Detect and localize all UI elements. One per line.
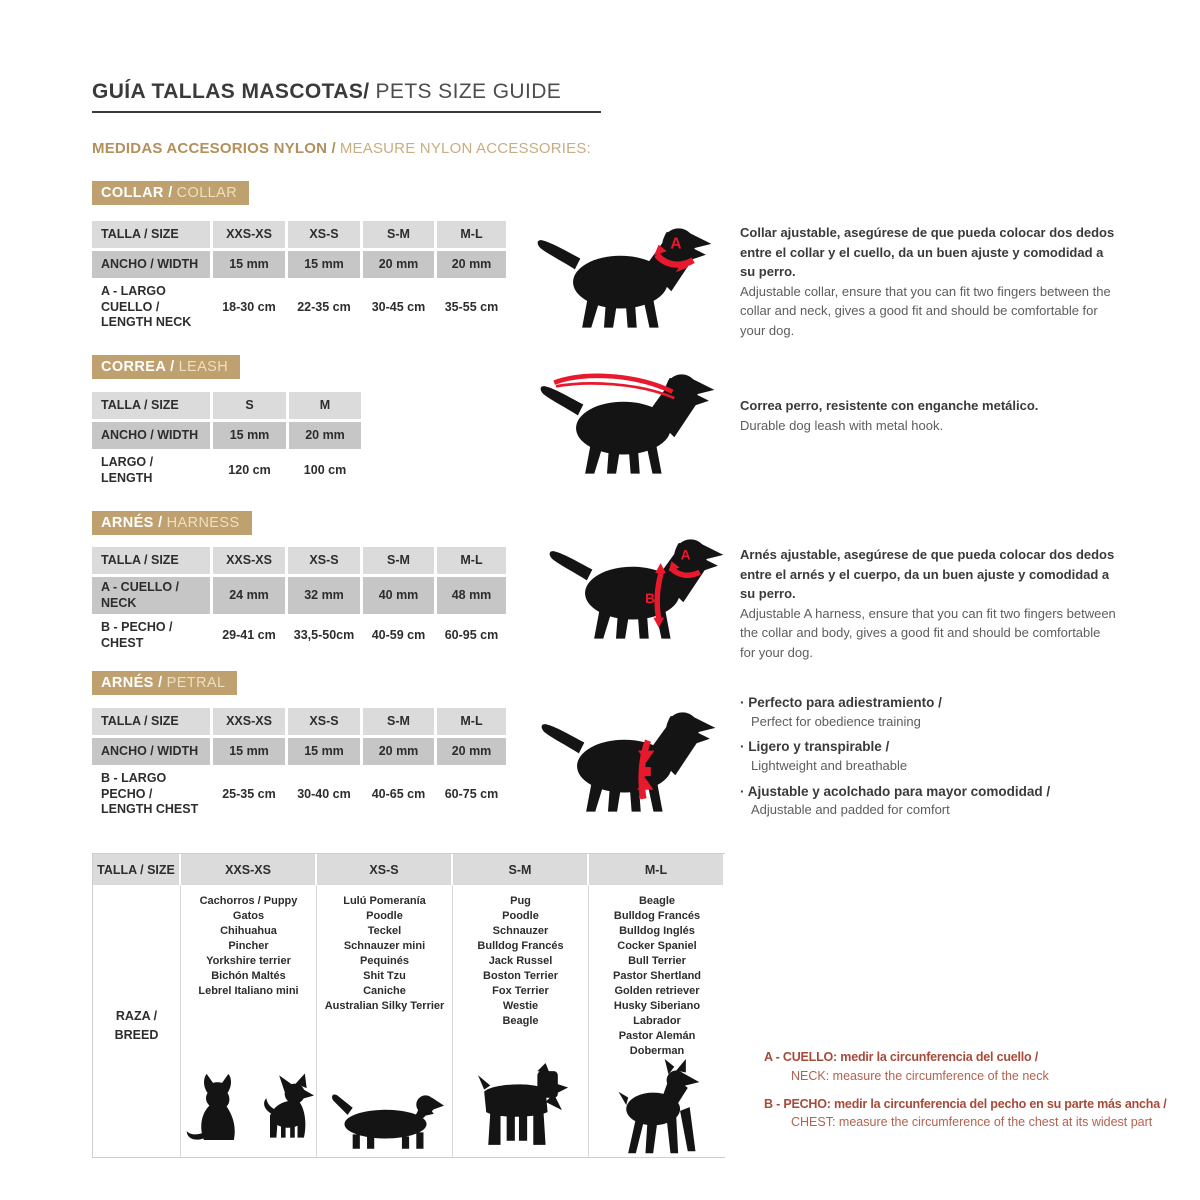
breed-item: Westie: [502, 1000, 539, 1012]
petral-feature-es: · Ligero y transpirable /: [740, 737, 1130, 757]
petral-dog-illustration: [537, 697, 719, 817]
table-value-cell: 15 mm: [213, 422, 286, 449]
harness-size-table: [92, 547, 500, 655]
breed-item: Chihuahua: [220, 925, 277, 937]
table-value-cell: 20 mm: [437, 738, 506, 765]
breed-list: [477, 894, 563, 1029]
petral-feature-es: · Ajustable y acolchado para mayor comodidad /: [740, 782, 1130, 802]
table-value-cell: 40 mm: [363, 577, 434, 614]
breed-item: Bulldog Inglés: [619, 925, 695, 937]
table-header-cell: M-L: [437, 708, 506, 735]
page-title: [92, 80, 601, 113]
badge-es: ARNÉS /: [101, 515, 163, 531]
table-header-cell: TALLA / SIZE: [92, 221, 210, 248]
breed-column-m-l: [589, 885, 725, 1157]
breed-item: Caniche: [363, 985, 406, 997]
breed-item: Labrador: [633, 1015, 681, 1027]
badge-en: PETRAL: [166, 675, 226, 691]
table-value-cell: 32 mm: [288, 577, 360, 614]
breed-table: [92, 853, 725, 1158]
table-row-label: B - PECHO / CHEST: [92, 617, 210, 654]
measurement-note-es: A - CUELLO: medir la circunferencia del cuello /: [764, 1050, 1039, 1064]
measurement-note: [764, 1095, 1184, 1133]
table-value-cell: 22-35 cm: [288, 281, 360, 334]
svg-text:B: B: [645, 591, 655, 607]
breed-item: Lebrel Italiano mini: [198, 985, 299, 997]
breed-item: Poodle: [366, 910, 403, 922]
measurement-note-en: NECK: measure the circumference of the neck: [791, 1068, 1049, 1083]
table-row-label: ANCHO / WIDTH: [92, 738, 210, 765]
silhouettes-xxs-xs: [184, 1071, 314, 1157]
table-value-cell: 40-65 cm: [363, 768, 434, 821]
table-header-cell: S-M: [363, 221, 434, 248]
table-value-cell: 15 mm: [288, 251, 360, 278]
badge-en: LEASH: [178, 359, 229, 375]
page-subtitle-es: MEDIDAS ACCESORIOS NYLON /: [92, 140, 336, 157]
table-row-label: LARGO / LENGTH: [92, 452, 210, 489]
breed-item: Yorkshire terrier: [206, 955, 291, 967]
table-value-cell: 120 cm: [213, 452, 286, 489]
breed-item: Fox Terrier: [492, 985, 549, 997]
breed-list: [613, 894, 701, 1059]
breed-header-xs-s: XS-S: [317, 854, 453, 885]
badge-en: HARNESS: [166, 515, 240, 531]
breed-item: Schnauzer: [492, 925, 549, 937]
table-row-label: A - LARGO CUELLO / LENGTH NECK: [92, 281, 210, 334]
breed-item: Boston Terrier: [483, 970, 558, 982]
table-value-cell: 35-55 cm: [437, 281, 506, 334]
cat-icon: [184, 1071, 242, 1151]
table-row-label: ANCHO / WIDTH: [92, 251, 210, 278]
breed-column-xxs-xs: [181, 885, 317, 1157]
table-header-cell: XS-S: [288, 708, 360, 735]
harness-description: [740, 545, 1118, 662]
table-value-cell: 20 mm: [289, 422, 361, 449]
page-subtitle: [92, 140, 591, 157]
badge-es: COLLAR /: [101, 185, 173, 201]
table-header-cell: TALLA / SIZE: [92, 547, 210, 574]
petral-feature: [740, 737, 1130, 775]
leash-description: [740, 396, 1118, 435]
breed-item: Teckel: [367, 925, 402, 937]
table-header-cell: XXS-XS: [213, 547, 285, 574]
leash-marker-icon: [554, 376, 674, 398]
harness-desc-es: Arnés ajustable, asegúrese de que pueda colocar dos dedos entre el arnés y el cuerpo, da un buen ajuste y comodidad a su perro.: [740, 547, 1115, 601]
table-value-cell: 20 mm: [363, 251, 434, 278]
breed-item: Pincher: [228, 940, 269, 952]
breed-item: Shit Tzu: [363, 970, 406, 982]
breed-header-s-m: S-M: [453, 854, 589, 885]
collar-description: [740, 223, 1118, 340]
breed-row-label: RAZA / BREED: [93, 885, 181, 1157]
badge-es: CORREA /: [101, 359, 175, 375]
breed-header-xxs-xs: XXS-XS: [181, 854, 317, 885]
table-value-cell: 60-95 cm: [437, 617, 506, 654]
petral-feature: [740, 693, 1130, 731]
table-header-cell: S: [213, 392, 286, 419]
harness-desc-en: Adjustable A harness, ensure that you can fit two fingers between the collar and body, gives a good fit and should be comfortable for your dog.: [740, 605, 1116, 660]
table-value-cell: 25-35 cm: [213, 768, 285, 821]
harness-section-badge: [92, 511, 252, 535]
breed-item: Pastor Shertland: [612, 970, 702, 982]
collar-desc-en: Adjustable collar, ensure that you can fit two fingers between the collar and neck, gives a good fit and should be comfortable for your dog.: [740, 283, 1111, 338]
breed-item: Pequinés: [360, 955, 409, 967]
measurement-note: [764, 1048, 1184, 1086]
petral-feature-en: Lightweight and breathable: [751, 757, 908, 773]
table-header-cell: TALLA / SIZE: [92, 392, 210, 419]
leash-size-table: [92, 392, 358, 489]
table-header-cell: M: [289, 392, 361, 419]
leash-dog-illustration: [536, 360, 718, 478]
table-header-cell: S-M: [363, 547, 434, 574]
breed-item: Schnauzer mini: [343, 940, 426, 952]
collar-dog-illustration: [533, 214, 715, 332]
table-value-cell: 100 cm: [289, 452, 361, 489]
breed-item: Jack Russel: [488, 955, 553, 967]
table-value-cell: 30-45 cm: [363, 281, 434, 334]
breed-item: Cocker Spaniel: [617, 940, 697, 952]
breed-column-xs-s: [317, 885, 453, 1157]
breed-item: Pug: [510, 895, 531, 907]
leash-desc-es: Correa perro, resistente con enganche metálico.: [740, 398, 1039, 413]
silhouettes-m-l: [601, 1059, 713, 1165]
leash-section-badge: [92, 355, 240, 379]
table-header-cell: XS-S: [288, 221, 360, 248]
table-value-cell: 18-30 cm: [213, 281, 285, 334]
petral-feature-list: [740, 693, 1130, 826]
silhouettes-xs-s: [326, 1087, 444, 1157]
petral-feature-en: Perfect for obedience training: [751, 713, 921, 729]
table-value-cell: 15 mm: [213, 738, 285, 765]
collar-desc-es: Collar ajustable, asegúrese de que pueda colocar dos dedos entre el collar y el cuello, da un buen ajuste y comodidad a su perro.: [740, 225, 1115, 279]
table-value-cell: 33,5-50cm: [288, 617, 360, 654]
leash-desc-en: Durable dog leash with metal hook.: [740, 417, 944, 433]
breed-header-m-l: M-L: [589, 854, 725, 885]
petral-feature: [740, 782, 1130, 820]
breed-item: Bull Terrier: [628, 955, 686, 967]
measurement-note-en: CHEST: measure the circumference of the chest at its widest part: [791, 1115, 1153, 1130]
table-value-cell: 29-41 cm: [213, 617, 285, 654]
breed-item: Beagle: [502, 1015, 539, 1027]
breed-item: Bulldog Francés: [477, 940, 564, 952]
chihuahua-icon: [248, 1073, 314, 1151]
measurement-notes: [764, 1048, 1184, 1141]
breed-item: Lulú Pomeranía: [343, 895, 426, 907]
svg-text:A: A: [680, 547, 691, 563]
badge-es: ARNÉS /: [101, 675, 163, 691]
table-header-cell: XS-S: [288, 547, 360, 574]
petral-section-badge: [92, 671, 237, 695]
table-value-cell: 24 mm: [213, 577, 285, 614]
table-value-cell: 48 mm: [437, 577, 506, 614]
breed-item: Australian Silky Terrier: [324, 1000, 445, 1012]
dachshund-icon: [326, 1087, 444, 1151]
table-row-label: ANCHO / WIDTH: [92, 422, 210, 449]
petral-feature-en: Adjustable and padded for comfort: [751, 802, 950, 818]
harness-dog-illustration: [545, 524, 727, 644]
table-row-label: A - CUELLO / NECK: [92, 577, 210, 614]
page-subtitle-en: MEASURE NYLON ACCESSORIES:: [339, 140, 591, 157]
breed-list: [198, 894, 298, 999]
collar-section-badge: [92, 181, 249, 205]
breed-item: Poodle: [502, 910, 539, 922]
page-title-en: PETS SIZE GUIDE: [375, 80, 562, 103]
badge-en: COLLAR: [176, 185, 238, 201]
table-value-cell: 15 mm: [288, 738, 360, 765]
schnauzer-icon: [472, 1063, 570, 1151]
table-value-cell: 30-40 cm: [288, 768, 360, 821]
table-value-cell: 60-75 cm: [437, 768, 506, 821]
table-header-cell: S-M: [363, 708, 434, 735]
table-header-cell: XXS-XS: [213, 221, 285, 248]
table-header-cell: M-L: [437, 547, 506, 574]
breed-item: Golden retriever: [614, 985, 700, 997]
table-row-label: B - LARGO PECHO / LENGTH CHEST: [92, 768, 210, 821]
table-header-cell: XXS-XS: [213, 708, 285, 735]
table-header-cell: TALLA / SIZE: [92, 708, 210, 735]
doberman-icon: [601, 1059, 713, 1159]
breed-list: [325, 894, 445, 1014]
breed-item: Cachorros / Puppy: [199, 895, 298, 907]
measurement-note-es: B - PECHO: medir la circunferencia del pecho en su parte más ancha /: [764, 1096, 1167, 1111]
breed-item: Bulldog Francés: [613, 910, 701, 922]
breed-item: Husky Siberiano: [613, 1000, 701, 1012]
table-value-cell: 40-59 cm: [363, 617, 434, 654]
breed-item: Doberman: [629, 1045, 685, 1057]
breed-header-size: TALLA / SIZE: [93, 854, 181, 885]
table-value-cell: 20 mm: [437, 251, 506, 278]
table-value-cell: 20 mm: [363, 738, 434, 765]
table-header-cell: M-L: [437, 221, 506, 248]
svg-text:A: A: [670, 235, 682, 253]
breed-item: Bichón Maltés: [211, 970, 286, 982]
breed-column-s-m: [453, 885, 589, 1157]
breed-item: Pastor Alemán: [618, 1030, 696, 1042]
breed-item: Gatos: [232, 910, 265, 922]
page-title-es: GUÍA TALLAS MASCOTAS/: [92, 80, 370, 103]
petral-feature-es: · Perfecto para adiestramiento /: [740, 693, 1130, 713]
silhouettes-s-m: [472, 1063, 570, 1157]
breed-item: Beagle: [638, 895, 676, 907]
collar-size-table: [92, 221, 500, 334]
petral-size-table: [92, 708, 500, 821]
table-value-cell: 15 mm: [213, 251, 285, 278]
